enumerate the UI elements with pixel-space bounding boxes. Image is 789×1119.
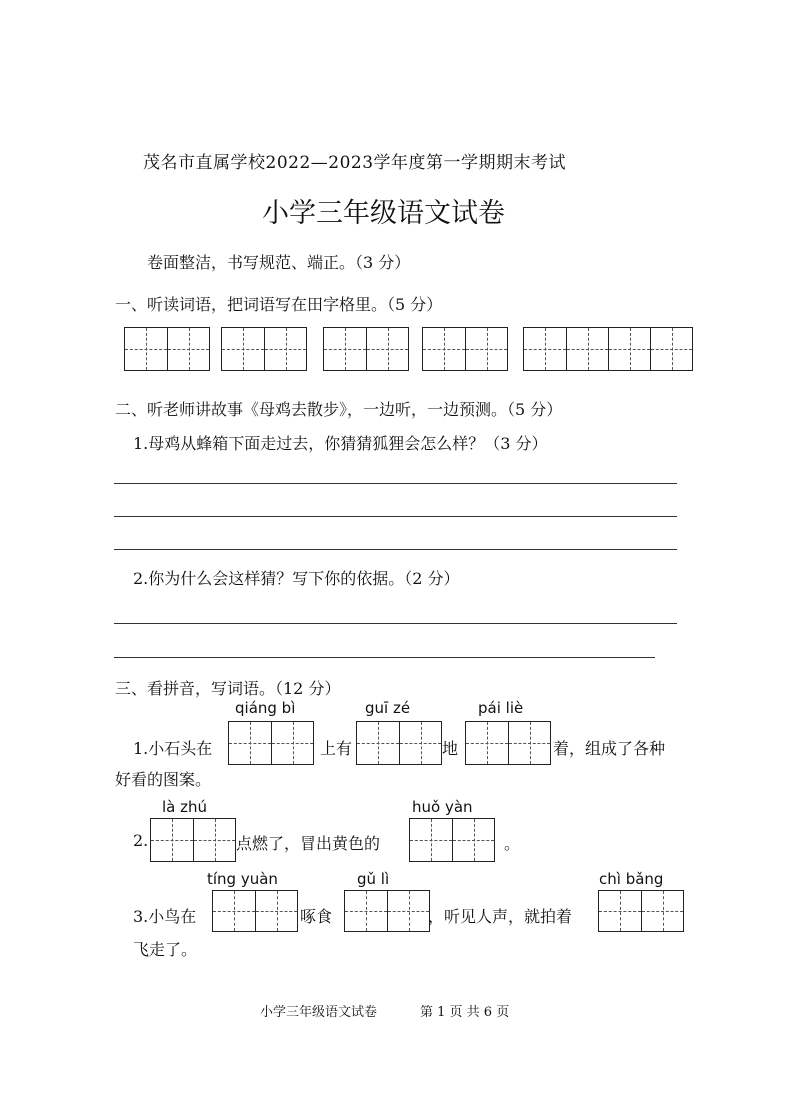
pinyin-grid-tingyuan[interactable] [212, 890, 298, 932]
pinyin-grid-guli[interactable] [344, 890, 430, 932]
answer-line[interactable] [114, 549, 677, 550]
pinyin-grid-pailie[interactable] [465, 721, 551, 765]
page-number: 第 1 页 共 6 页 [420, 1005, 510, 1020]
sentence-1-text: 着，组成了各种 [553, 739, 666, 758]
pinyin-label: huǒ yàn [412, 798, 473, 816]
pinyin-label: tíng yuàn [207, 870, 278, 888]
answer-line[interactable] [114, 623, 677, 624]
intro-instruction: 卷面整洁，书写规范、端正。（3 分） [147, 253, 411, 272]
sentence-3-prefix: 3.小鸟在 [133, 907, 197, 926]
sentence-3-text: 啄食 [300, 907, 333, 926]
section-3-title: 三、看拼音，写词语。（12 分） [115, 679, 341, 698]
sentence-1-prefix: 1.小石头在 [133, 739, 213, 758]
answer-line[interactable] [114, 483, 677, 484]
question-2-1: 1.母鸡从蜂箱下面走过去，你猜猜狐狸会怎么样？（3 分） [133, 434, 548, 453]
school-exam-title: 茂名市直属学校2022—2023学年度第一学期期末考试 [143, 153, 567, 173]
page-title: 小学三年级语文试卷 [262, 198, 505, 229]
pinyin-grid-huoyan[interactable] [409, 818, 495, 862]
answer-grid-4[interactable] [422, 327, 508, 371]
answer-line[interactable] [114, 516, 677, 517]
sentence-2-text: 点燃了，冒出黄色的 [236, 834, 381, 853]
answer-grid-1[interactable] [124, 327, 210, 371]
sentence-2-prefix: 2. [133, 831, 149, 850]
pinyin-label: chì bǎng [599, 870, 664, 888]
answer-line[interactable] [114, 657, 655, 658]
sentence-1-continuation: 好看的图案。 [115, 770, 212, 789]
pinyin-label: pái liè [478, 699, 524, 717]
pinyin-label: gǔ lì [357, 870, 390, 888]
sentence-3-text: ，听见人声，就拍着 [428, 907, 573, 926]
pinyin-grid-chibang[interactable] [598, 890, 684, 932]
section-1-title: 一、听读词语，把词语写在田字格里。（5 分） [115, 295, 443, 314]
question-2-2: 2.你为什么会这样猜？写下你的依据。（2 分） [133, 569, 460, 588]
sentence-1-text: 上有 [320, 739, 353, 758]
section-2-title: 二、听老师讲故事《母鸡去散步》，一边听，一边预测。（5 分） [115, 400, 563, 419]
footer-title: 小学三年级语文试卷 [260, 1005, 378, 1020]
sentence-1-text: 地 [442, 739, 459, 758]
pinyin-grid-lazhu[interactable] [150, 818, 236, 862]
pinyin-label: là zhú [162, 798, 208, 816]
pinyin-grid-guize[interactable] [356, 721, 442, 765]
answer-grid-5[interactable] [523, 327, 693, 371]
pinyin-label: guī zé [365, 699, 411, 717]
answer-grid-3[interactable] [323, 327, 409, 371]
sentence-2-suffix: 。 [504, 834, 521, 853]
pinyin-label: qiáng bì [235, 699, 296, 717]
sentence-3-continuation: 飞走了。 [133, 940, 198, 959]
pinyin-grid-qiangbi[interactable] [228, 721, 314, 765]
answer-grid-2[interactable] [221, 327, 307, 371]
